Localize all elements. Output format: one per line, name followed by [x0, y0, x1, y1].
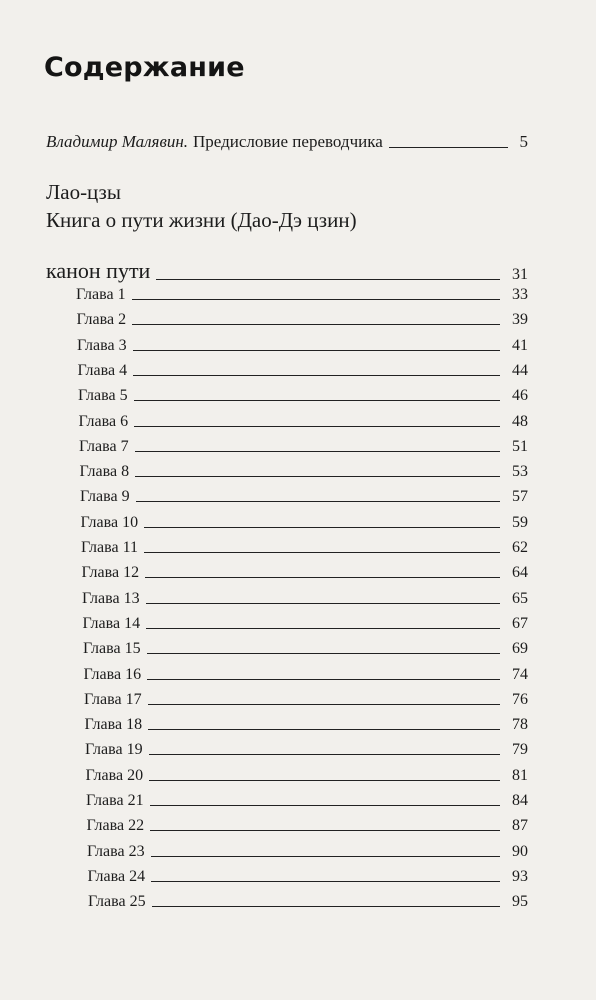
- toc-entry-chapter: [88, 891, 528, 911]
- chapter-page-number: 39: [512, 311, 528, 329]
- chapter-label: Глава 2: [76, 311, 127, 329]
- chapter-label: Глава 23: [87, 842, 145, 860]
- leader-line: [134, 400, 500, 401]
- toc-entry-preface: [46, 132, 528, 152]
- leader-line: [147, 653, 500, 654]
- chapter-label: Глава 14: [82, 614, 141, 632]
- leader-line: [151, 881, 500, 882]
- chapter-page-number: 74: [512, 665, 528, 683]
- chapter-label: Глава 25: [88, 893, 146, 911]
- chapter-page-number: 64: [512, 564, 528, 582]
- part-page-number: 31: [512, 266, 528, 283]
- chapter-label: Глава 18: [84, 716, 143, 734]
- leader-line: [132, 324, 500, 325]
- leader-line: [149, 780, 500, 781]
- toc-entry-chapter: [85, 714, 529, 734]
- leader-line: [145, 577, 500, 578]
- chapter-label: Глава 1: [76, 286, 126, 303]
- chapter-page-number: 69: [512, 640, 528, 658]
- chapter-page-number: 46: [512, 387, 528, 405]
- toc-entry-chapter: [82, 588, 528, 608]
- toc-entry-chapter: [78, 385, 528, 405]
- leader-line: [133, 375, 500, 376]
- chapter-page-number: 84: [512, 792, 528, 809]
- chapter-page-number: 62: [512, 539, 528, 556]
- leader-line: [150, 830, 500, 831]
- chapter-label: Глава 11: [81, 539, 138, 556]
- toc-entry-chapter: [81, 512, 529, 532]
- chapter-page-number: 87: [512, 817, 528, 835]
- toc-entry-chapter: [79, 436, 528, 456]
- leader-line: [136, 501, 500, 502]
- chapter-page-number: 79: [512, 741, 528, 759]
- chapter-page-number: 95: [512, 893, 528, 911]
- chapter-page-number: 76: [512, 690, 528, 708]
- leader-line: [152, 906, 500, 907]
- chapter-page-number: 44: [512, 361, 528, 379]
- part-title: канон пути: [46, 258, 151, 283]
- toc-entry-chapter: [84, 689, 528, 709]
- chapter-label: Глава 7: [79, 437, 129, 455]
- leader-line: [144, 552, 500, 553]
- chapter-label: Глава 8: [79, 463, 130, 481]
- work-author: Лао-цзы: [46, 180, 121, 204]
- toc-entry-chapter: [77, 335, 528, 355]
- leader-line: [134, 426, 500, 427]
- leader-line: [144, 527, 500, 528]
- leader-line: [147, 679, 500, 680]
- chapter-label: Глава 17: [84, 690, 142, 708]
- leader-line: [151, 856, 500, 857]
- leader-line: [149, 754, 500, 755]
- toc-entry-chapter: [84, 664, 529, 684]
- chapter-page-number: 41: [512, 336, 528, 354]
- toc-entry-chapter: [80, 461, 529, 481]
- chapter-label: Глава 16: [83, 665, 142, 683]
- chapter-label: Глава 20: [85, 766, 144, 784]
- chapter-label: Глава 3: [77, 336, 127, 354]
- chapter-label: Глава 13: [82, 589, 140, 607]
- toc-entry-chapter: [83, 638, 528, 658]
- leader-line: [135, 476, 500, 477]
- preface-title: Предисловие переводчика: [193, 132, 383, 151]
- chapter-label: Глава 22: [86, 817, 145, 835]
- chapter-page-number: 48: [512, 412, 528, 430]
- toc-entry-chapter: [78, 360, 529, 380]
- leader-line: [132, 299, 500, 300]
- chapter-page-number: 53: [512, 463, 528, 481]
- toc-entry-chapter: [87, 841, 528, 861]
- toc-entry-chapter: [81, 537, 528, 557]
- chapter-label: Глава 15: [83, 640, 141, 658]
- chapter-page-number: 78: [512, 716, 528, 734]
- leader-line: [389, 147, 508, 148]
- chapter-page-number: 33: [512, 286, 528, 303]
- chapter-label: Глава 10: [80, 513, 139, 531]
- toc-entry-chapter: [79, 411, 529, 431]
- toc-entry-chapter: [88, 866, 529, 886]
- leader-line: [148, 704, 500, 705]
- toc-entry-chapter: [86, 790, 528, 810]
- page-title: Содержание: [44, 52, 245, 83]
- chapter-label: Глава 5: [78, 387, 128, 405]
- leader-line: [148, 729, 500, 730]
- chapter-page-number: 67: [512, 614, 528, 632]
- work-title: Книга о пути жизни (Дао-Дэ цзин): [46, 208, 357, 232]
- toc-entry-part: [46, 258, 528, 284]
- leader-line: [146, 603, 500, 604]
- chapter-page-number: 90: [512, 842, 528, 860]
- chapter-label: Глава 9: [80, 488, 130, 506]
- chapter-page-number: 65: [512, 589, 528, 607]
- toc-entry-chapter: [87, 815, 529, 835]
- chapter-page-number: 59: [512, 513, 528, 531]
- leader-line: [150, 805, 500, 806]
- chapter-label: Глава 12: [81, 564, 140, 582]
- preface-page-number: 5: [519, 132, 528, 151]
- chapter-page-number: 81: [512, 766, 528, 784]
- chapter-page-number: 51: [512, 437, 528, 455]
- leader-line: [156, 279, 500, 280]
- leader-line: [133, 350, 500, 351]
- chapter-label: Глава 6: [78, 412, 129, 430]
- leader-line: [135, 451, 500, 452]
- chapter-page-number: 93: [512, 867, 528, 885]
- preface-author: Владимир Малявин.: [46, 132, 189, 151]
- toc-entry-chapter: [82, 562, 529, 582]
- chapter-label: Глава 19: [85, 741, 143, 759]
- toc-entry-chapter: [83, 613, 529, 633]
- chapter-page-number: 57: [512, 488, 528, 506]
- chapter-label: Глава 21: [86, 792, 144, 809]
- leader-line: [146, 628, 500, 629]
- chapter-label: Глава 24: [87, 867, 146, 885]
- toc-entry-chapter: [77, 309, 529, 329]
- toc-entry-chapter: [85, 739, 528, 759]
- toc-entry-chapter: [80, 486, 528, 506]
- chapter-label: Глава 4: [77, 361, 128, 379]
- toc-entry-chapter: [86, 765, 529, 785]
- toc-entry-chapter: [76, 284, 528, 304]
